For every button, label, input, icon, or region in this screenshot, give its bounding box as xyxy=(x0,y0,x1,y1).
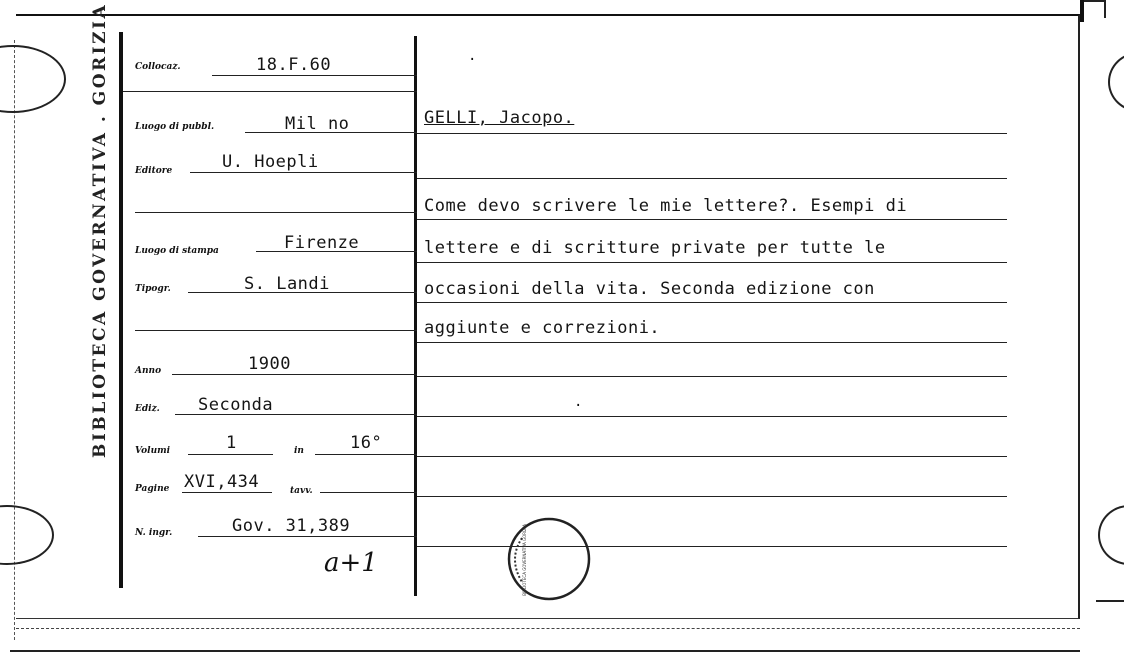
value-luogo-pubbl: Mil no xyxy=(285,114,350,134)
stamp-ring xyxy=(509,519,589,599)
entry-title-line-2: lettere e di scritture private per tutte le xyxy=(424,238,886,258)
rule-title-4 xyxy=(417,342,1007,343)
label-collocazione: Collocaz. xyxy=(135,62,181,72)
rule-title-1 xyxy=(417,219,1007,220)
left-column-rule xyxy=(119,32,123,588)
value-pagine: XVI,434 xyxy=(184,472,260,492)
value-collocazione: 18.F.60 xyxy=(256,55,332,75)
label-luogo-pubbl: Luogo di pubbl. xyxy=(135,122,215,132)
label-edizione: Ediz. xyxy=(135,404,160,414)
stamp-inner-arc xyxy=(515,538,522,582)
label-tavole: tavv. xyxy=(290,486,313,496)
value-anno: 1900 xyxy=(248,354,291,374)
dot-mark: · xyxy=(468,52,477,68)
right-edge-dash xyxy=(1096,600,1124,602)
rule-collocazione xyxy=(212,75,417,76)
entry-title-line-4: aggiunte e correzioni. xyxy=(424,318,661,338)
label-volumi: Volumi xyxy=(135,446,171,456)
card-bottom-strip xyxy=(16,628,1080,629)
rule-empty-3 xyxy=(417,456,1007,457)
rule-title-3 xyxy=(417,302,1007,303)
top-right-bracket xyxy=(1084,0,1106,18)
rule-tavole xyxy=(320,492,417,493)
rule-edizione xyxy=(175,414,417,415)
library-stamp xyxy=(504,514,594,604)
library-name: BIBLIOTECA GOVERNATIVA . GORIZIA xyxy=(90,2,110,458)
value-volumi: 1 xyxy=(226,433,237,453)
entry-author: GELLI, Jacopo. xyxy=(424,108,575,128)
rule-anno xyxy=(172,374,417,375)
value-luogo-stampa: Firenze xyxy=(284,233,360,253)
rule-volumi xyxy=(188,454,273,455)
rule-editore xyxy=(190,172,417,173)
rule-author xyxy=(417,133,1007,134)
label-editore: Editore xyxy=(135,166,173,176)
rule-title-2 xyxy=(417,262,1007,263)
rule-luogo-stampa xyxy=(256,251,417,252)
dot-mark-2: · xyxy=(574,398,583,414)
rule-luogo-pubbl xyxy=(245,132,417,133)
rule-formato xyxy=(315,454,417,455)
value-formato: 16° xyxy=(350,433,383,453)
rule-header xyxy=(123,91,417,92)
rule-entry-blank xyxy=(417,178,1007,179)
entry-title-line-3: occasioni della vita. Seconda edizione con xyxy=(424,279,875,299)
rule-inventario xyxy=(198,536,417,537)
punch-hole-top-right xyxy=(1108,52,1124,112)
card-bottom-edge xyxy=(10,650,1080,652)
label-anno: Anno xyxy=(135,366,162,376)
value-editore: U. Hoepli xyxy=(222,152,319,172)
rule-blank-1 xyxy=(135,212,417,213)
rule-pagine xyxy=(182,492,272,493)
entry-title-line-1: Come devo scrivere le mie lettere?. Esempi di xyxy=(424,196,908,216)
value-tipografia: S. Landi xyxy=(244,274,330,294)
label-tipografia: Tipogr. xyxy=(135,284,171,294)
label-inventario: N. ingr. xyxy=(135,528,173,538)
rule-empty-4 xyxy=(417,496,1007,497)
value-edizione: Seconda xyxy=(198,395,274,415)
rule-empty-1 xyxy=(417,376,1007,377)
label-luogo-stampa: Luogo di stampa xyxy=(135,246,219,256)
rule-blank-2 xyxy=(135,330,417,331)
middle-column-rule xyxy=(414,36,417,596)
handwritten-note: a+1 xyxy=(324,548,378,578)
label-formato: in xyxy=(294,446,304,456)
stamp-text: BIBLIOTECA GOVERNATIVA GORIZIA xyxy=(522,524,527,596)
rule-empty-2 xyxy=(417,416,1007,417)
punch-hole-bottom-right xyxy=(1098,505,1124,565)
label-pagine: Pagine xyxy=(135,484,170,494)
value-inventario: Gov. 31,389 xyxy=(232,516,351,536)
rule-tipografia xyxy=(188,292,417,293)
